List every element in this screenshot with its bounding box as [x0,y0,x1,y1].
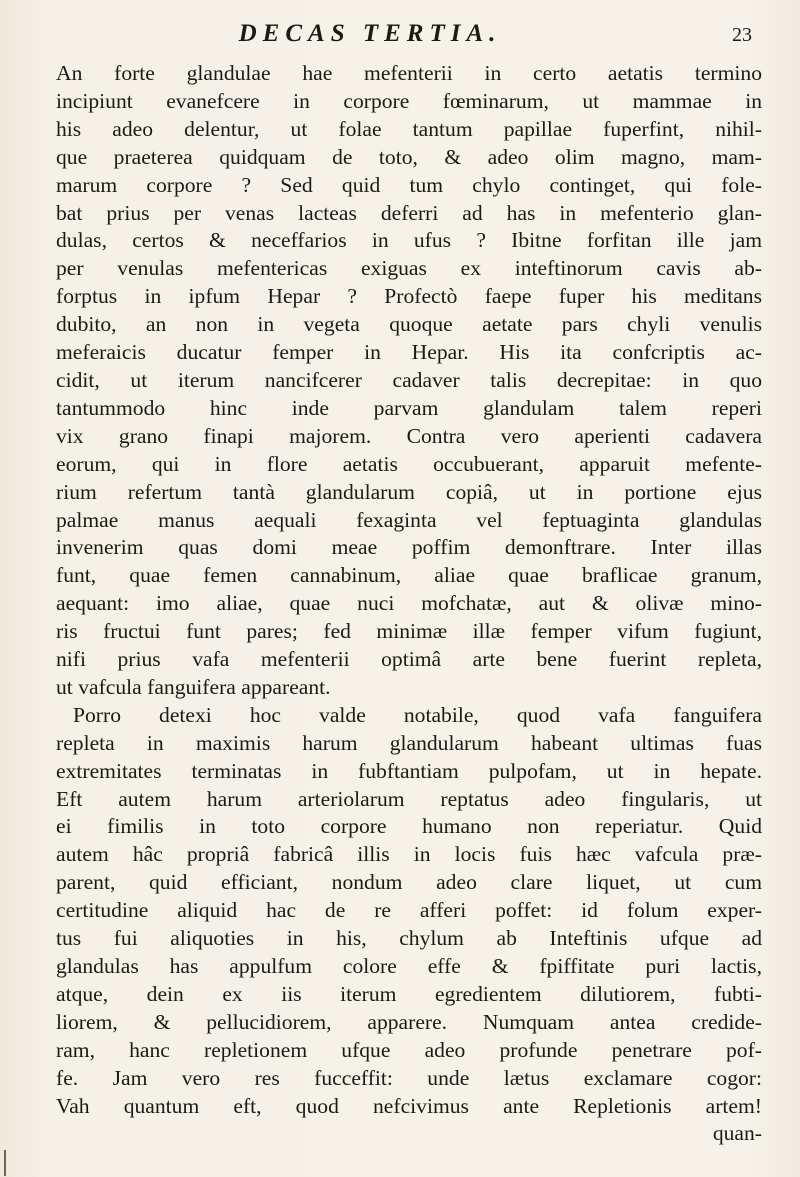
text-line: eorum, qui in flore aetatis occubuerant, apparuit mefente- [56,451,762,476]
text-line: An forte glandulae hae mefenterii in certo aetatis termino [56,61,762,85]
text-line: aequant: imo aliae, quae nuci mofchatæ, aut & olivæ mino- [56,591,762,616]
text-line-paragraph-start: Porro detexi hoc valde notabile, quod vafa fanguifera [73,702,762,727]
text-line: per venulas mefentericas exiguas ex inteftinorum cavis ab- [56,256,762,281]
text-line: parent, quid efficiant, nondum adeo clare liquet, ut cum [56,870,762,895]
text-line: tus fui aliquoties in his, chylum ab Inteftinis ufque ad [56,926,762,951]
text-line: extremitates terminatas in fubftantiam pulpofam, ut in hepate. [56,758,762,783]
text-line: autem hâc propriâ fabricâ illis in locis fuis hæc vafcula præ- [56,842,762,867]
text-line: vix grano finapi majorem. Contra vero aperienti cadavera [56,423,762,448]
running-title: DECAS TERTIA. [238,20,502,47]
text-line: Eft autem harum arteriolarum reptatus adeo fingularis, ut [56,786,762,811]
text-line: tantummodo hinc inde parvam glandulam talem reperi [56,395,762,420]
text-line: certitudine aliquid hac de re afferi poffet: id folum exper- [56,898,762,923]
text-line: dubito, an non in vegeta quoque aetate pars chyli venulis [56,312,762,337]
text-line-paragraph-end: ut vafcula fanguifera appareant. [56,674,331,699]
catchword: quan- [712,1121,762,1146]
text-line: bat prius per venas lacteas deferri ad has in mefenterio glan- [56,200,762,225]
text-line: cidit, ut iterum nancifcerer cadaver talis decrepitae: in quo [56,367,762,392]
text-line: fe. Jam vero res fucceffit: unde lætus exclamare cogor: [56,1065,762,1090]
text-line: rium refertum tantà glandularum copiâ, ut in portione ejus [56,479,762,504]
page-edge-mark [4,1150,6,1176]
text-line: forptus in ipfum Hepar ? Profectò faepe fuper his meditans [56,284,762,309]
text-line: repleta in maximis harum glandularum habeant ultimas fuas [56,730,762,755]
text-line: marum corpore ? Sed quid tum chylo continget, qui fole- [56,172,762,197]
text-line: palmae manus aequali fexaginta vel feptuaginta glandulas [56,507,762,532]
body-text [56,60,762,1148]
running-head [0,18,800,54]
text-line: que praeterea quidquam de toto, & adeo olim magno, mam- [56,144,762,169]
text-line: nifi prius vafa mefenterii optimâ arte bene fuerint repleta, [56,647,762,672]
text-line: funt, quae femen cannabinum, aliae quae braflicae granum, [56,563,762,588]
text-line: ei fimilis in toto corpore humano non reperiatur. Quid [56,814,762,839]
text-line: his adeo delentur, ut folae tantum papillae fuperfint, nihil- [56,116,762,141]
page-number: 23 [732,24,752,46]
text-line: incipiunt evanefcere in corpore fœminarum, ut mammae in [56,88,762,113]
text-line: Vah quantum eft, quod nefcivimus ante Repletionis artem! [56,1093,762,1118]
text-line: meferaicis ducatur femper in Hepar. His ita confcriptis ac- [56,340,762,365]
text-line: liorem, & pellucidiorem, apparere. Numquam antea credide- [56,1009,762,1034]
text-line: invenerim quas domi meae poffim demonftrare. Inter illas [56,535,762,560]
text-line: glandulas has appulfum colore effe & fpiffitate puri lactis, [56,954,762,978]
text-line: atque, dein ex iis iterum egredientem dilutiorem, fubti- [56,981,762,1006]
text-line: ram, hanc repletionem ufque adeo profunde penetrare pof- [56,1037,762,1062]
text-line: ris fructui funt pares; fed minimæ illæ femper vifum fugiunt, [56,619,762,644]
text-line: dulas, certos & neceffarios in ufus ? Ibitne forfitan ille jam [56,228,762,253]
